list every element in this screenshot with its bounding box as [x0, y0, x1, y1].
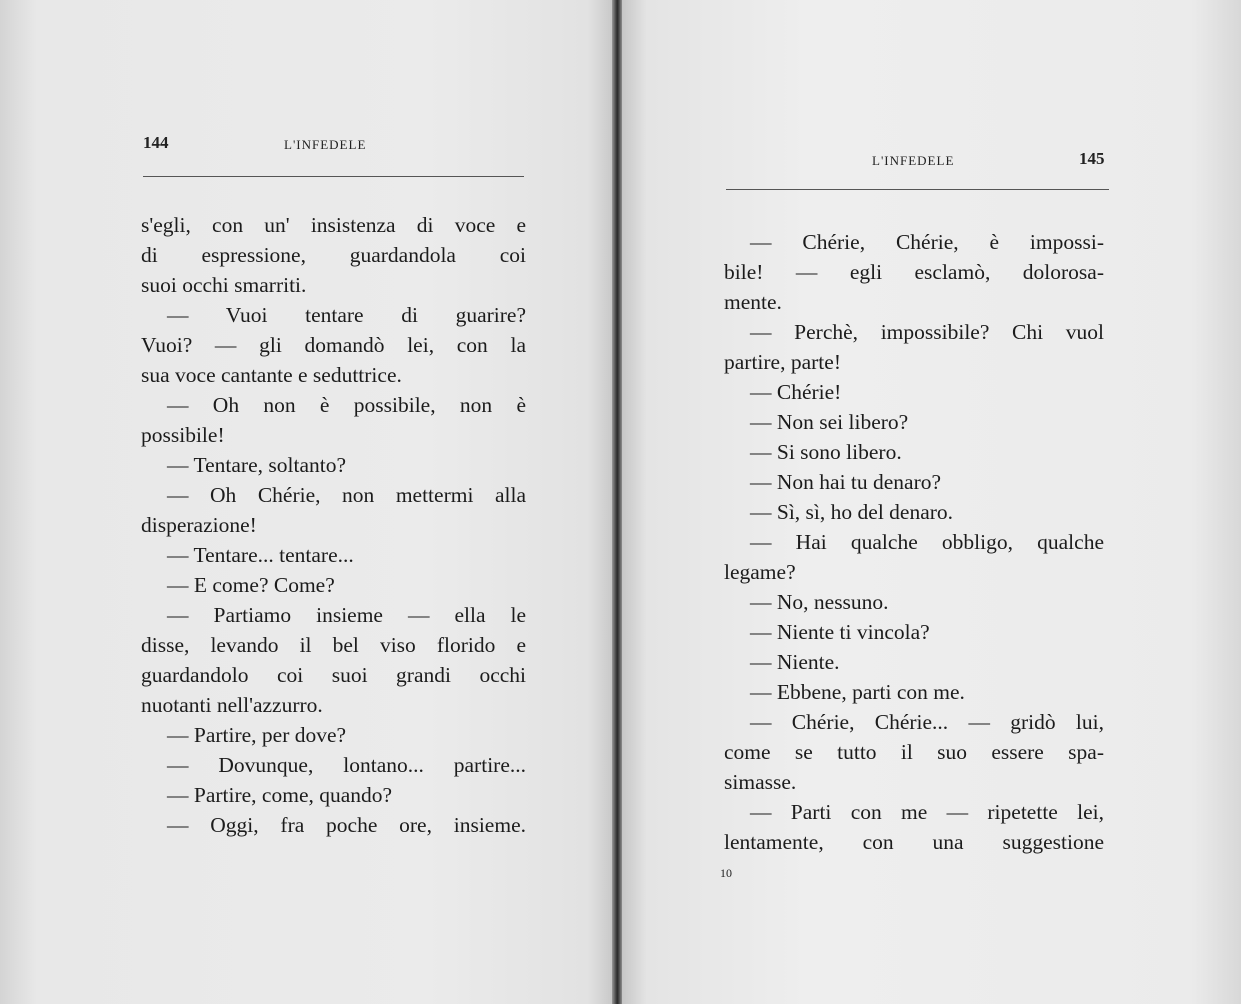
text-line: sua voce cantante e seduttrice.	[141, 363, 402, 387]
text-line: — Chérie!	[750, 380, 842, 404]
text-line: — Partire, per dove?	[167, 723, 347, 747]
right-page	[622, 0, 1241, 1004]
signature-mark: 10	[720, 866, 732, 880]
text-line: — Partiamo insieme — ella le	[167, 603, 526, 627]
text-line: — Niente ti vincola?	[750, 620, 930, 644]
text-line: mente.	[724, 290, 782, 314]
text-line: nuotanti nell'azzurro.	[141, 693, 323, 717]
text-line: — Si sono libero.	[750, 440, 902, 464]
text-line: come se tutto il suo essere spa-	[724, 740, 1104, 764]
text-line: — Non hai tu denaro?	[750, 470, 942, 494]
left-body-text	[141, 210, 526, 840]
left-header-rule	[143, 176, 524, 177]
text-line: — Sì, sì, ho del denaro.	[750, 500, 954, 524]
text-line: — Ebbene, parti con me.	[750, 680, 965, 704]
left-page	[0, 0, 612, 1004]
text-line: lentamente, con una suggestione	[724, 830, 1104, 854]
text-line: disse, levando il bel viso florido e	[141, 633, 526, 657]
text-line: disperazione!	[141, 513, 257, 537]
text-line: — Chérie, Chérie... — gridò lui,	[750, 710, 1104, 734]
text-line: possibile!	[141, 423, 225, 447]
right-page-number: 145	[1079, 149, 1105, 168]
text-line: guardandolo coi suoi grandi occhi	[141, 663, 526, 687]
text-line: — Tentare, soltanto?	[167, 453, 347, 477]
text-line: — Vuoi tentare di guarire?	[167, 303, 526, 327]
text-line: — Hai qualche obbligo, qualche	[750, 530, 1104, 554]
text-line: Vuoi? — gli domandò lei, con la	[141, 333, 526, 357]
text-line: — Parti con me — ripetette lei,	[750, 800, 1104, 824]
text-line: — Perchè, impossibile? Chi vuol	[750, 320, 1104, 344]
text-line: partire, parte!	[724, 350, 841, 374]
text-line: — Partire, come, quando?	[167, 783, 393, 807]
text-line: — Non sei libero?	[750, 410, 909, 434]
text-line: di espressione, guardandola coi	[141, 243, 526, 267]
text-line: legame?	[724, 560, 796, 584]
left-running-head: L'INFEDELE	[284, 137, 367, 152]
text-line: bile! — egli esclamò, dolorosa-	[724, 260, 1104, 284]
book-gutter	[612, 0, 622, 1004]
text-line: — Niente.	[750, 650, 840, 674]
left-page-number: 144	[143, 133, 169, 152]
text-line: — Oggi, fra poche ore, insieme.	[167, 813, 526, 837]
text-line: — Oh non è possibile, non è	[167, 393, 526, 417]
text-line: — Dovunque, lontano... partire...	[167, 753, 526, 777]
right-running-head: L'INFEDELE	[872, 153, 955, 168]
right-body-text	[724, 227, 1104, 857]
text-line: — Tentare... tentare...	[167, 543, 354, 567]
text-line: — Oh Chérie, non mettermi alla	[167, 483, 526, 507]
text-line: — E come? Come?	[167, 573, 335, 597]
text-line: suoi occhi smarriti.	[141, 273, 307, 297]
text-line: s'egli, con un' insistenza di voce e	[141, 213, 526, 237]
text-line: — No, nessuno.	[750, 590, 889, 614]
text-line: simasse.	[724, 770, 797, 794]
right-header-rule	[726, 189, 1109, 190]
text-line: — Chérie, Chérie, è impossi-	[750, 230, 1104, 254]
